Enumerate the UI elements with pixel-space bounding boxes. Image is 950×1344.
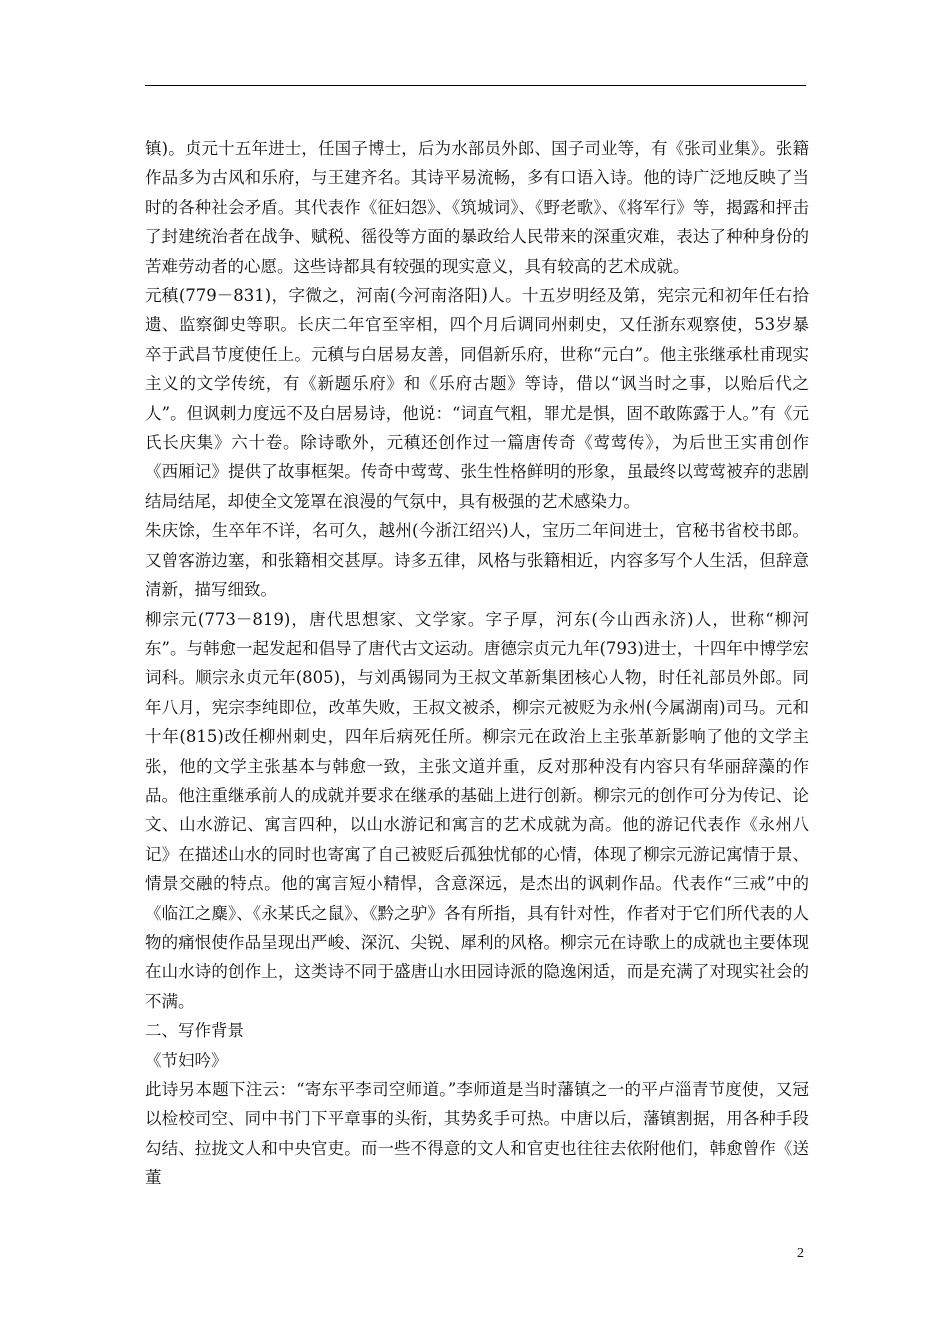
header-rule: [145, 85, 806, 86]
page-number: 2: [797, 1246, 804, 1261]
paragraph-background-text: 此诗另本题下注云：“寄东平李司空师道。”李师道是当时藩镇之一的平卢淄青节度使，又冠以检校司空、同中书门下平章事的头衔，其势炙手可热。中唐以后，藩镇割据，用各种手段勾结、拉拢文人和中央官吏。而一些不得意的文人和官吏也往往去依附他们，韩愈曾作《送董: [145, 1080, 809, 1188]
paragraph-yuan-zhen-bio: 元稹(779－831)，字微之，河南(今河南洛阳)人。十五岁明经及第，宪宗元和初年任右拾遗、监察御史等职。长庆二年官至宰相，四个月后调同州刺史，又任浙东观察使，53岁暴卒于武昌节度使任上。元稹与白居易友善，同倡新乐府，世称“元白”。他主张继承杜甫现实主义的文学传统，有《新题乐府》和《乐府古题》等诗，借以“讽当时之事，以贻后代之人”。但讽刺力度远不及白居易诗，他说：“词直气粗，罪尤是惧，固不敢陈露于人。”有《元氏长庆集》六十卷。除诗歌外，元稹还创作过一篇唐传奇《莺莺传》，为后世王实甫创作《西厢记》提供了故事框架。传奇中莺莺、张生性格鲜明的形象，虽最终以莺莺被弃的悲剧结局结尾，却使全文笼罩在浪漫的气氛中，具有极强的艺术感染力。: [145, 286, 809, 511]
paragraph-zhang-ji-bio: 镇)。贞元十五年进士，任国子博士，后为水部员外郎、国子司业等，有《张司业集》。张籍作品多为古风和乐府，与王建齐名。其诗平易流畅，多有口语入诗。他的诗广泛地反映了当时的各种社会矛盾。其代表作《征妇怨》、《筑城词》、《野老歌》、《将军行》等，揭露和抨击了封建统治者在战争、赋税、徭役等方面的暴政给人民带来的深重灾难，表达了种种身份的苦难劳动者的心愿。这些诗都具有较强的现实意义，具有较高的艺术成就。: [145, 139, 809, 276]
document-body: [145, 134, 809, 1193]
section-heading-writing-background: 二、写作背景: [145, 1021, 244, 1041]
paragraph-liu-zongyuan-bio: 柳宗元(773－819)，唐代思想家、文学家。字子厚，河东(今山西永济)人，世称“柳河东”。与韩愈一起发起和倡导了唐代古文运动。唐德宗贞元九年(793)进士，十四年中博学宏词科。顺宗永贞元年(805)，与刘禹锡同为王叔文革新集团核心人物，时任礼部员外郎。同年八月，宪宗李纯即位，改革失败，王叔文被杀，柳宗元被贬为永州(今属湖南)司马。元和十年(815)改任柳州刺史，四年后病死任所。柳宗元在政治上主张革新影响了他的文学主张，他的文学主张基本与韩愈一致，主张文道并重，反对那种没有内容只有华丽辞藻的作品。他注重继承前人的成就并要求在继承的基础上进行创新。柳宗元的创作可分为传记、论文、山水游记、寓言四种，以山水游记和寓言的艺术成就为高。他的游记代表作《永州八记》在描述山水的同时也寄寓了自己被贬后孤独忧郁的心情，体现了柳宗元游记寓情于景、情景交融的特点。他的寓言短小精悍，含意深远，是杰出的讽刺作品。代表作“三戒”中的《临江之麋》、《永某氏之鼠》、《黔之驴》各有所指，具有针对性，作者对于它们所代表的人物的痛恨使作品呈现出严峻、深沉、尖锐、犀利的风格。柳宗元在诗歌上的成就也主要体现在山水诗的创作上，这类诗不同于盛唐山水田园诗派的隐逸闲适，而是充满了对现实社会的不满。: [145, 609, 809, 1011]
poem-title: 《节妇吟》: [145, 1050, 228, 1070]
paragraph-zhu-qingyu-bio: 朱庆馀，生卒年不详，名可久，越州(今浙江绍兴)人，宝历二年间进士，官秘书省校书郎。又曾客游边塞，和张籍相交甚厚。诗多五律，风格与张籍相近，内容多写个人生活，但辞意清新，描写细致。: [145, 521, 809, 600]
